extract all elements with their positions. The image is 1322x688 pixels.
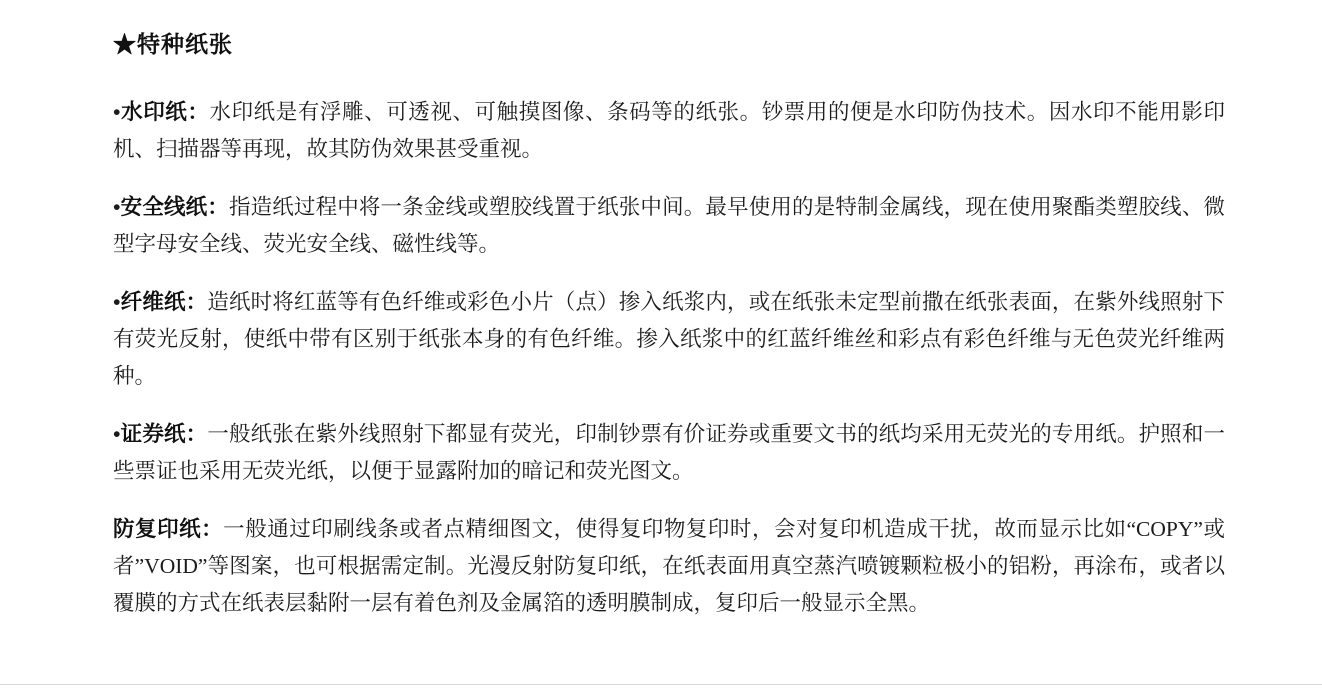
paragraph-fiber-paper	[113, 284, 1225, 395]
paragraph-anti-copy-paper	[113, 511, 1225, 622]
paragraph-body: 水印纸是有浮雕、可透视、可触摸图像、条码等的纸张。钞票用的便是水印防伪技术。因水印不能用影印机、扫描器等再现，故其防伪效果甚受重视。	[113, 100, 1225, 161]
paragraph-head: 证券纸：	[120, 422, 208, 446]
paragraph-body: 造纸时将红蓝等有色纤维或彩色小片（点）掺入纸浆内，或在纸张未定型前撒在纸张表面，在紫外线照射下有荧光反射，使纸中带有区别于纸张本身的有色纤维。掺入纸浆中的红蓝纤维丝和彩点有彩色纤维与无色荧光纤维两种。	[113, 290, 1225, 388]
paragraph-head: 安全线纸：	[120, 195, 229, 219]
bullet-marker: •	[113, 195, 121, 219]
paragraph-body: 一般通过印刷线条或者点精细图文，使得复印物复印时，会对复印机造成干扰，故而显示比如“COPY”或者”VOID”等图案，也可根据需定制。光漫反射防复印纸，在纸表面用真空蒸汽喷镀颗粒极小的铝粉，再涂布，或者以覆膜的方式在纸表层黏附一层有着色剂及金属箔的透明膜制成，复印后一般显示全黑。	[113, 517, 1225, 615]
paragraph-head: 防复印纸：	[113, 517, 224, 541]
document-content	[113, 26, 1225, 622]
bullet-marker: •	[113, 290, 121, 314]
bullet-marker: •	[113, 100, 121, 124]
paragraph-security-thread-paper	[113, 189, 1225, 263]
paragraph-watermark-paper	[113, 94, 1225, 168]
paragraph-securities-paper	[113, 416, 1225, 490]
page-bottom-divider	[0, 684, 1322, 685]
page-title: ★特种纸张	[113, 32, 233, 57]
paragraph-body: 指造纸过程中将一条金线或塑胶线置于纸张中间。最早使用的是特制金属线，现在使用聚酯类塑胶线、微型字母安全线、荧光安全线、磁性线等。	[113, 195, 1225, 256]
paragraph-head: 水印纸：	[120, 100, 210, 124]
paragraph-body: 一般纸张在紫外线照射下都显有荧光，印制钞票有价证券或重要文书的纸均采用无荧光的专用纸。护照和一些票证也采用无荧光纸，以便于显露附加的暗记和荧光图文。	[113, 422, 1225, 483]
bullet-marker: •	[113, 422, 121, 446]
paragraph-head: 纤维纸：	[120, 290, 208, 314]
